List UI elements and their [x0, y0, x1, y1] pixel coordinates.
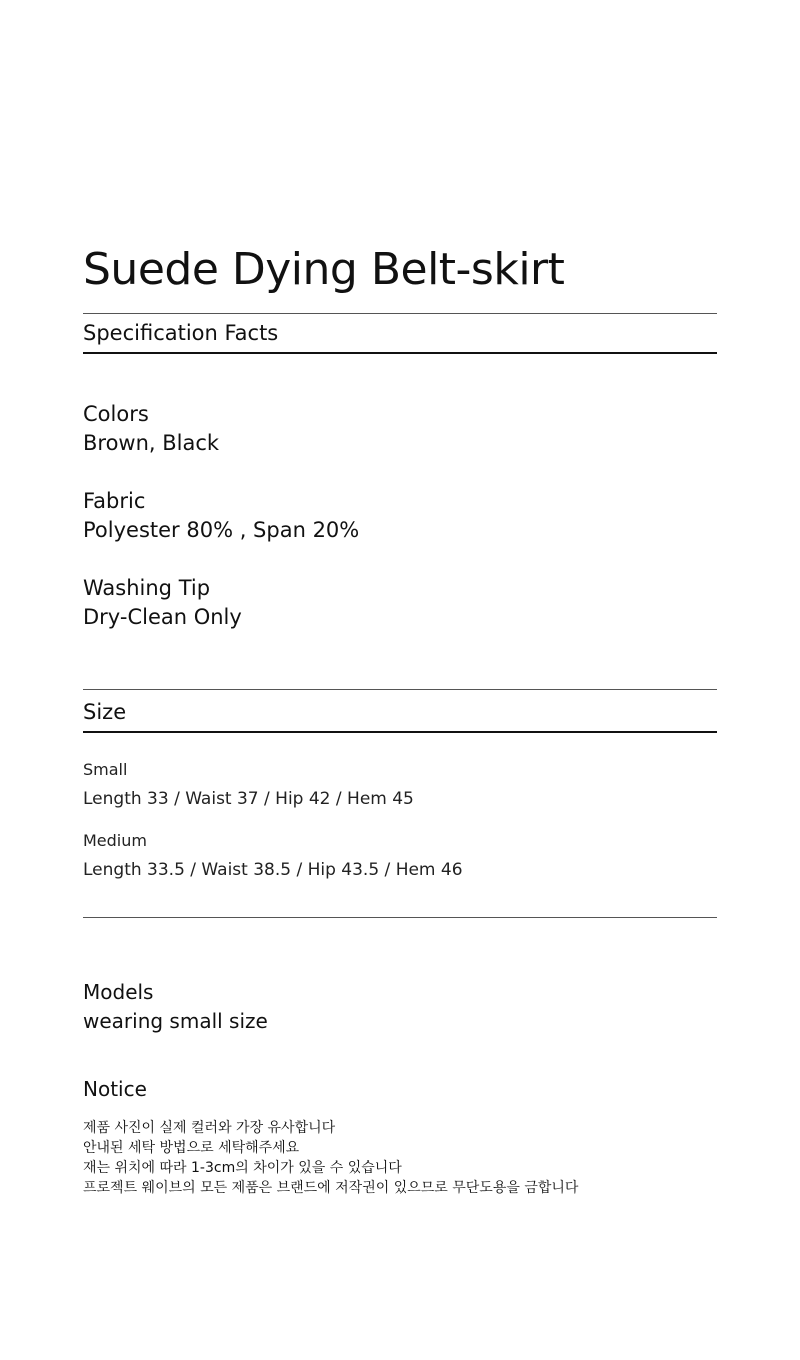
notice-line: 프로젝트 웨이브의 모든 제품은 브랜드에 저작권이 있으므로 무단도용을 금합니다	[83, 1180, 579, 1196]
size-row-medium	[83, 830, 463, 882]
divider	[83, 689, 717, 690]
notice-line: 안내된 세탁 방법으로 세탁해주세요	[83, 1140, 300, 1156]
spec-item-washing	[83, 574, 242, 632]
spec-label: Washing Tip	[83, 576, 211, 600]
notice-list	[83, 1118, 578, 1198]
spec-item-fabric	[83, 487, 359, 545]
spec-value: Brown, Black	[83, 431, 220, 455]
spec-label: Colors	[83, 402, 149, 426]
size-name: Small	[83, 760, 128, 779]
notice-heading: Notice	[83, 1077, 147, 1101]
models-text: wearing small size	[83, 1009, 268, 1033]
size-measurements: Length 33.5 / Waist 38.5 / Hip 43.5 / Hem 46	[83, 860, 463, 880]
divider	[83, 352, 717, 354]
models-block	[83, 978, 268, 1036]
spec-value: Polyester 80% , Span 20%	[83, 518, 360, 542]
models-heading: Models	[83, 980, 154, 1004]
divider	[83, 313, 717, 314]
spec-value: Dry-Clean Only	[83, 605, 242, 629]
notice-line: 제품 사진이 실제 컬러와 가장 유사합니다	[83, 1120, 336, 1136]
size-name: Medium	[83, 831, 147, 850]
spec-heading: Specification Facts	[83, 321, 279, 345]
divider	[83, 917, 717, 918]
product-title: Suede Dying Belt-skirt	[83, 244, 565, 295]
divider	[83, 731, 717, 733]
spec-item-colors	[83, 400, 219, 458]
size-row-small	[83, 759, 414, 811]
spec-label: Fabric	[83, 489, 146, 513]
notice-line: 재는 위치에 따라 1-3cm의 차이가 있을 수 있습니다	[83, 1160, 402, 1176]
size-heading: Size	[83, 700, 127, 724]
size-measurements: Length 33 / Waist 37 / Hip 42 / Hem 45	[83, 789, 414, 809]
